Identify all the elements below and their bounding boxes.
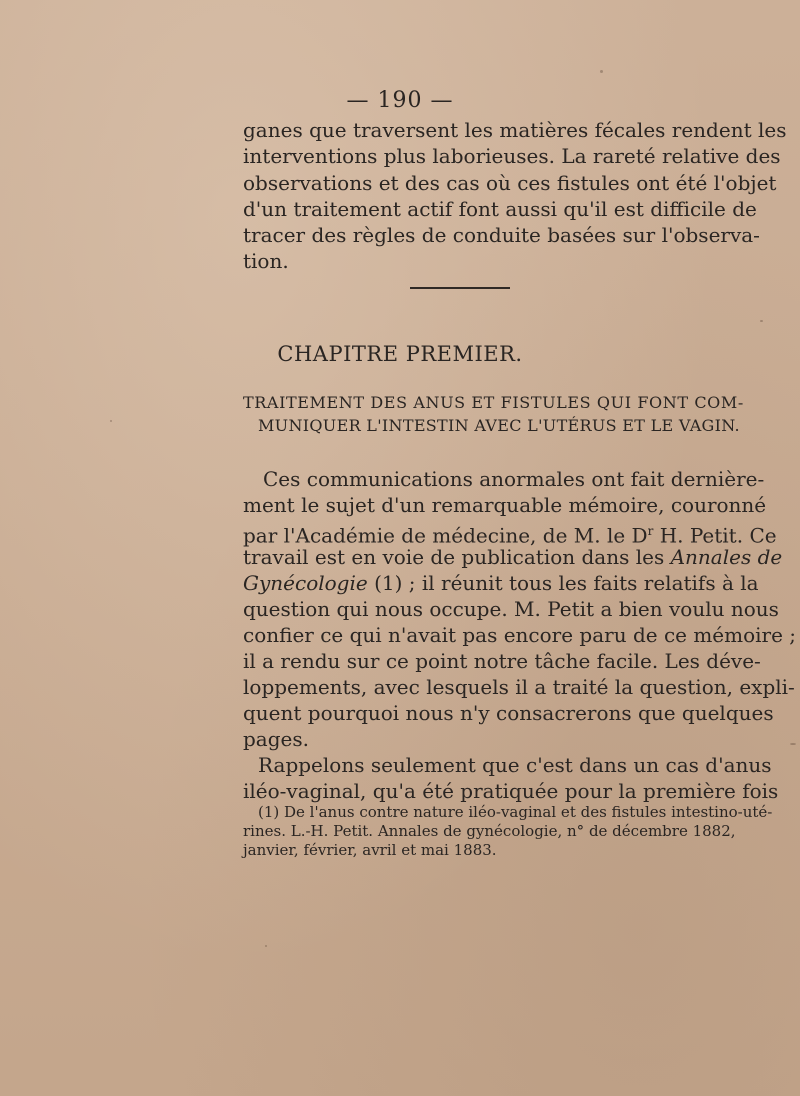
- text-line: interventions plus laborieuses. La rareté relative des: [243, 144, 781, 168]
- text-line: [243, 518, 777, 548]
- paper-speck: [790, 743, 796, 745]
- text-span: H. Petit. Ce: [653, 523, 777, 548]
- italic-text: Annales de: [670, 545, 783, 569]
- page-number: — 190 —: [346, 88, 454, 113]
- section-heading-line-2: MUNIQUER L'INTESTIN AVEC L'UTÉRUS ET LE VAGIN.: [258, 416, 740, 435]
- text-line: quent pourquoi nous n'y consacrerons que quelques: [243, 701, 774, 725]
- chapter-title: CHAPITRE PREMIER.: [277, 342, 523, 366]
- text-line: [243, 570, 759, 596]
- superscript: r: [647, 524, 654, 538]
- paper-speck: [110, 420, 112, 422]
- text-line: observations et des cas où ces fistules ont été l'objet: [243, 171, 777, 195]
- text-line: Rappelons seulement que c'est dans un cas d'anus: [258, 753, 772, 777]
- italic-text: Gynécologie: [243, 571, 368, 595]
- text-line: ment le sujet d'un remarquable mémoire, couronné: [243, 493, 767, 517]
- text-line: confier ce qui n'avait pas encore paru de ce mémoire ;: [243, 623, 797, 647]
- text-line: tion.: [243, 249, 289, 273]
- text-line: question qui nous occupe. M. Petit a bien voulu nous: [243, 597, 779, 621]
- paper-speck: [600, 70, 603, 73]
- paper-speck: [265, 945, 267, 947]
- text-line: loppements, avec lesquels il a traité la question, expli-: [243, 675, 795, 699]
- footnote-line: janvier, février, avril et mai 1883.: [243, 841, 497, 859]
- footnote-line: rines. L.-H. Petit. Annales de gynécologie, n° de décembre 1882,: [243, 822, 736, 840]
- text-line: d'un traitement actif font aussi qu'il est difficile de: [243, 197, 757, 221]
- text-span: travail est en voie de publication dans les: [243, 545, 671, 569]
- paper-speck: [760, 320, 763, 322]
- section-divider: [410, 287, 510, 289]
- text-line: [243, 544, 783, 570]
- text-span: (1) ; il réunit tous les faits relatifs à la: [367, 571, 759, 595]
- text-line: pages.: [243, 727, 309, 751]
- text-line: iléo-vaginal, qu'a été pratiquée pour la première fois: [243, 779, 779, 803]
- text-line: ganes que traversent les matières fécales rendent les: [243, 118, 787, 142]
- text-line: il a rendu sur ce point notre tâche facile. Les déve-: [243, 649, 761, 673]
- section-heading-line-1: TRAITEMENT DES ANUS ET FISTULES QUI FONT COM-: [243, 393, 744, 412]
- text-span: par l'Académie de médecine, de M. le D: [243, 523, 648, 548]
- text-line: tracer des règles de conduite basées sur l'observa-: [243, 223, 760, 247]
- footnote-line: (1) De l'anus contre nature iléo-vaginal et des fistules intestino-uté-: [258, 803, 773, 821]
- text-line: Ces communications anormales ont fait dernière-: [263, 467, 765, 491]
